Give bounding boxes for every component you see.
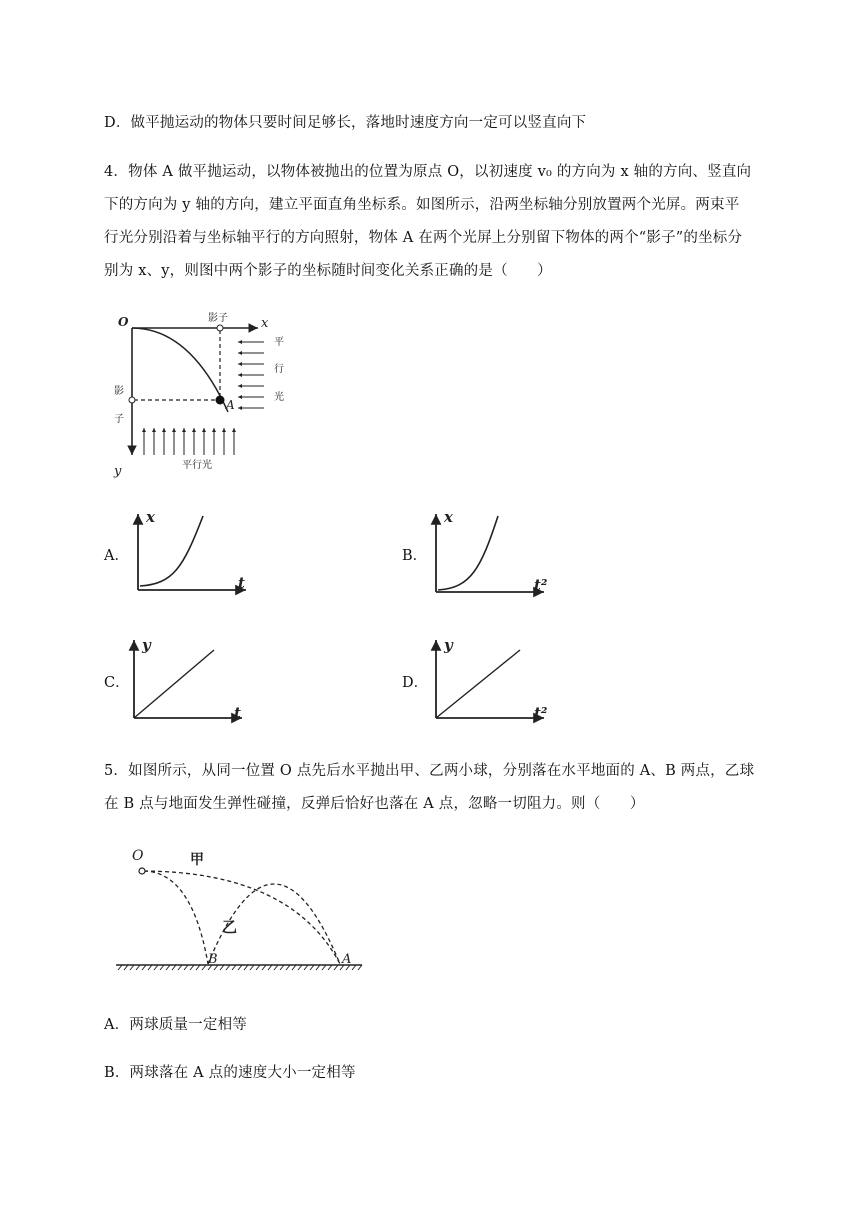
q4-option-b-y-label: x — [444, 508, 453, 526]
q4-option-a-x-label: t — [238, 574, 245, 592]
q4-option-c-x-label: t — [234, 704, 241, 722]
q4-option-a-graph — [128, 508, 258, 598]
q5-trajectory-yi-first — [144, 871, 208, 964]
q4-option-d-x-label: t² — [534, 704, 548, 722]
q3-option-d: D．做平抛运动的物体只要时间足够长，落地时速度方向一定可以竖直向下 — [104, 115, 587, 131]
q4-option-b-graph — [426, 508, 556, 598]
q4-option-c-graph — [124, 634, 254, 724]
q4-light-right-1: 平 — [274, 337, 284, 348]
q5-origin-label: O — [132, 848, 144, 864]
q4-shadow-left-label-2: 子 — [114, 414, 124, 425]
q4-option-c-label: C． — [104, 675, 130, 691]
q4-shadow-top-label: 影子 — [208, 313, 228, 324]
q4-point-a-dot — [216, 396, 225, 405]
q5-option-a: A．两球质量一定相等 — [104, 1017, 247, 1033]
q4-origin-label: O — [118, 315, 129, 329]
q5-stem-line-2: 在 B 点与地面发生弹性碰撞，反弹后恰好也落在 A 点，忽略一切阻力。则（ ） — [104, 796, 645, 812]
q5-option-b: B．两球落在 A 点的速度大小一定相等 — [104, 1065, 356, 1081]
q4-stem-line-4: 别为 x、y，则图中两个影子的坐标随时间变化关系正确的是（ ） — [104, 263, 552, 279]
q4-option-c-line — [134, 650, 214, 718]
q5-point-a-label: A — [342, 952, 352, 967]
q4-option-b-label: B． — [402, 548, 428, 564]
q5-point-b-label: B — [208, 952, 218, 967]
q4-trajectory — [132, 328, 228, 412]
q4-option-d-graph — [426, 634, 556, 724]
q4-stem-line-1: 4．物体 A 做平抛运动，以物体被抛出的位置为原点 O，以初速度 v₀ 的方向为 x 轴的方向、竖直向 — [104, 164, 752, 180]
q4-option-a-curve — [140, 516, 203, 586]
q4-shadow-x-marker — [217, 325, 223, 331]
q5-projectile-figure — [112, 842, 372, 972]
q4-stem-line-2: 下的方向为 y 轴的方向，建立平面直角坐标系。如图所示，沿两坐标轴分别放置两个光屏。两束平 — [104, 197, 740, 213]
q5-jia-label: 甲 — [190, 852, 204, 868]
q4-shadow-left-label-1: 影 — [114, 386, 124, 397]
q5-trajectory-jia — [144, 871, 340, 964]
q4-option-a-y-label: x — [146, 508, 155, 526]
q4-option-a-label: A． — [104, 548, 129, 564]
q4-projectile-figure — [110, 310, 290, 480]
q4-option-d-y-label: y — [444, 636, 453, 654]
q4-point-a-label: A — [226, 398, 235, 412]
q4-stem-line-3: 行光分别沿着与坐标轴平行的方向照射，物体 A 在两个光屏上分别留下物体的两个“影子”的坐标分 — [104, 230, 743, 246]
q4-x-label: x — [261, 316, 269, 331]
q5-yi-label: 乙 — [222, 918, 238, 936]
q4-light-right-2: 行 — [274, 364, 284, 375]
q4-option-b-x-label: t² — [534, 576, 548, 594]
q4-option-d-line — [436, 650, 520, 718]
q4-y-label: y — [114, 464, 122, 479]
q4-light-bottom: 平行光 — [182, 460, 212, 471]
q4-option-d-label: D． — [402, 675, 429, 691]
q4-option-b-curve — [438, 516, 498, 590]
q5-origin-marker — [139, 868, 145, 874]
q4-option-c-y-label: y — [142, 636, 151, 654]
q5-stem-line-1: 5．如图所示，从同一位置 O 点先后水平抛出甲、乙两小球，分别落在水平地面的 A、B 两点，乙球 — [104, 763, 755, 779]
q4-shadow-y-marker — [129, 397, 135, 403]
q4-light-right-3: 光 — [274, 392, 284, 403]
